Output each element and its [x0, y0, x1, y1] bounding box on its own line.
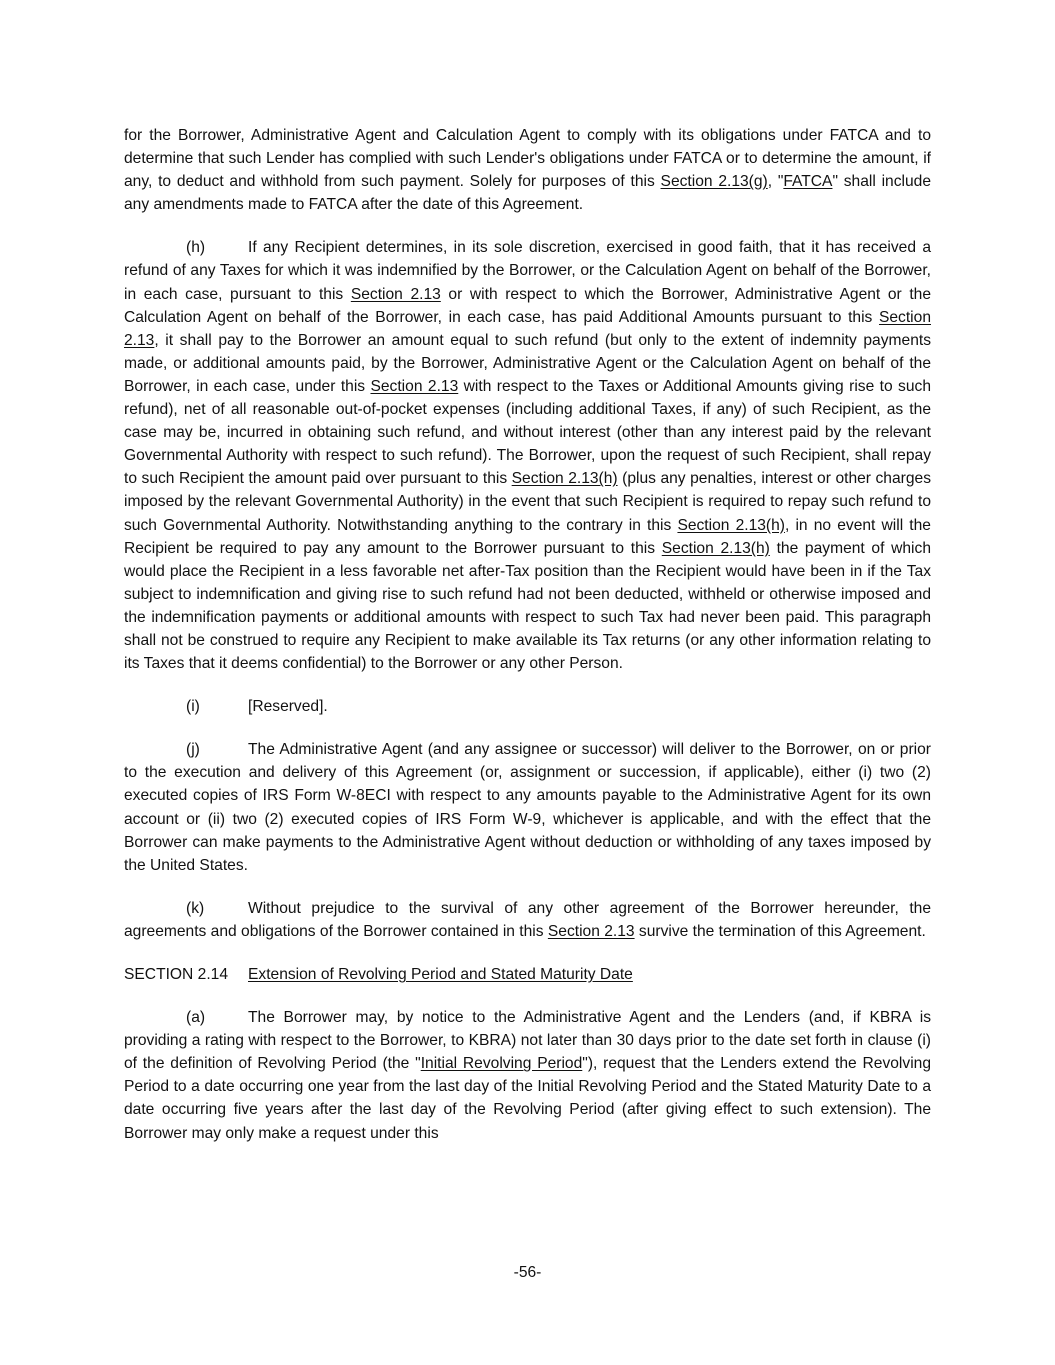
- clause-label: (j): [186, 741, 200, 759]
- section-reference: Section 2.13: [370, 377, 459, 395]
- paragraph-a: (a) The Borrower may, by notice to the Administrative Agent and the Lenders (and, if KBRA is providing a rating with respect to the Borrower, to KBRA) not later than 30 days prior to the date set forth in clause (i) of the definition of Revolving Period (the "Initial Revolving Period"), request that the Lenders extend the Revolving Period to a date occurring one year from the last day of the Initial Revolving Period and the Stated Maturity Date to a date occurring five years after the last day of the Revolving Period (after giving effect to such extension). The Borrower may only make a request under this: [124, 1006, 931, 1145]
- section-reference: Section 2.13(g): [660, 173, 768, 191]
- defined-term: Initial Revolving Period: [420, 1055, 583, 1073]
- clause-label: (k): [186, 899, 205, 917]
- section-heading: [124, 963, 931, 986]
- paragraph-k: (k) Without prejudice to the survival of any other agreement of the Borrower hereunder, the agreements and obligations of the Borrower contained in this Section 2.13 survive the termination of this Agreement.: [124, 897, 931, 943]
- document-page: [124, 124, 931, 1165]
- section-reference: Section 2.13: [350, 285, 441, 303]
- defined-term: FATCA: [783, 173, 833, 191]
- section-number: SECTION 2.14: [124, 966, 228, 983]
- paragraph-j: (j) The Administrative Agent (and any assignee or successor) will deliver to the Borrower, on or prior to the execution and delivery of this Agreement (or, assignment or succession, if applicable), either (i) two (2) executed copies of IRS Form W-8ECI with respect to any amounts payable to the Administrative Agent for its own account or (ii) two (2) executed copies of IRS Form W-9, whichever is applicable, and with the effect that the Borrower can make payments to the Administrative Agent without deduction or withholding of any taxes imposed by the United States.: [124, 738, 931, 877]
- clause-label: (h): [186, 239, 206, 257]
- section-reference: Section 2.13: [547, 922, 635, 940]
- paragraph-g-continuation: for the Borrower, Administrative Agent and Calculation Agent to comply with its obligations under FATCA and to determine that such Lender has complied with such Lender's obligations under FATCA or to determine the amount, if any, to deduct and withhold from such payment. Solely for purposes of this Section 2.13(g), "FATCA" shall include any amendments made to FATCA after the date of this Agreement.: [124, 127, 931, 214]
- section-reference: Section 2.13(h): [677, 516, 785, 534]
- section-reference: Section 2.13(h): [661, 539, 770, 557]
- section-reference: Section 2.13: [124, 308, 931, 349]
- clause-label: (i): [186, 698, 200, 716]
- section-title: Extension of Revolving Period and Stated Maturity Date: [248, 966, 633, 983]
- section-reference: Section 2.13(h): [511, 470, 618, 488]
- paragraph-i: (i) [Reserved].: [124, 695, 931, 718]
- page-number: -56-: [513, 1264, 542, 1281]
- clause-label: (a): [186, 1009, 206, 1027]
- paragraph-h: (h) If any Recipient determines, in its sole discretion, exercised in good faith, that it has received a refund of any Taxes for which it was indemnified by the Borrower, or the Calculation Agent on behalf of the Borrower, in each case, pursuant to this Section 2.13 or with respect to which the Borrower, Administrative Agent or the Calculation Agent on behalf of the Borrower, in each case, has paid Additional Amounts pursuant to this Section 2.13, it shall pay to the Borrower an amount equal to such refund (but only to the extent of indemnity payments made, or additional amounts paid, by the Borrower, Administrative Agent or the Calculation Agent on behalf of the Borrower, in each case, under this Section 2.13 with respect to the Taxes or Additional Amounts giving rise to such refund), net of all reasonable out-of-pocket expenses (including additional Taxes, if any) of such Recipient, as the case may be, incurred in obtaining such refund, and without interest (other than any interest paid by the relevant Governmental Authority with respect to such refund). The Borrower, upon the request of such Recipient, shall repay to such Recipient the amount paid over pursuant to this Section 2.13(h) (plus any penalties, interest or other charges imposed by the relevant Governmental Authority) in the event that such Recipient is required to repay such refund to such Governmental Authority. Notwithstanding anything to the contrary in this Section 2.13(h), in no event will the Recipient be required to pay any amount to the Borrower pursuant to this Section 2.13(h) the payment of which would place the Recipient in a less favorable net after-Tax position than the Recipient would have been in if the Tax subject to indemnification and giving rise to such refund had not been deducted, withheld or otherwise imposed and the indemnification payments or additional amounts with respect to such Tax had never been paid. This paragraph shall not be construed to require any Recipient to make available its Tax returns (or any other information relating to its Taxes that it deems confidential) to the Borrower or any other Person.: [124, 236, 931, 675]
